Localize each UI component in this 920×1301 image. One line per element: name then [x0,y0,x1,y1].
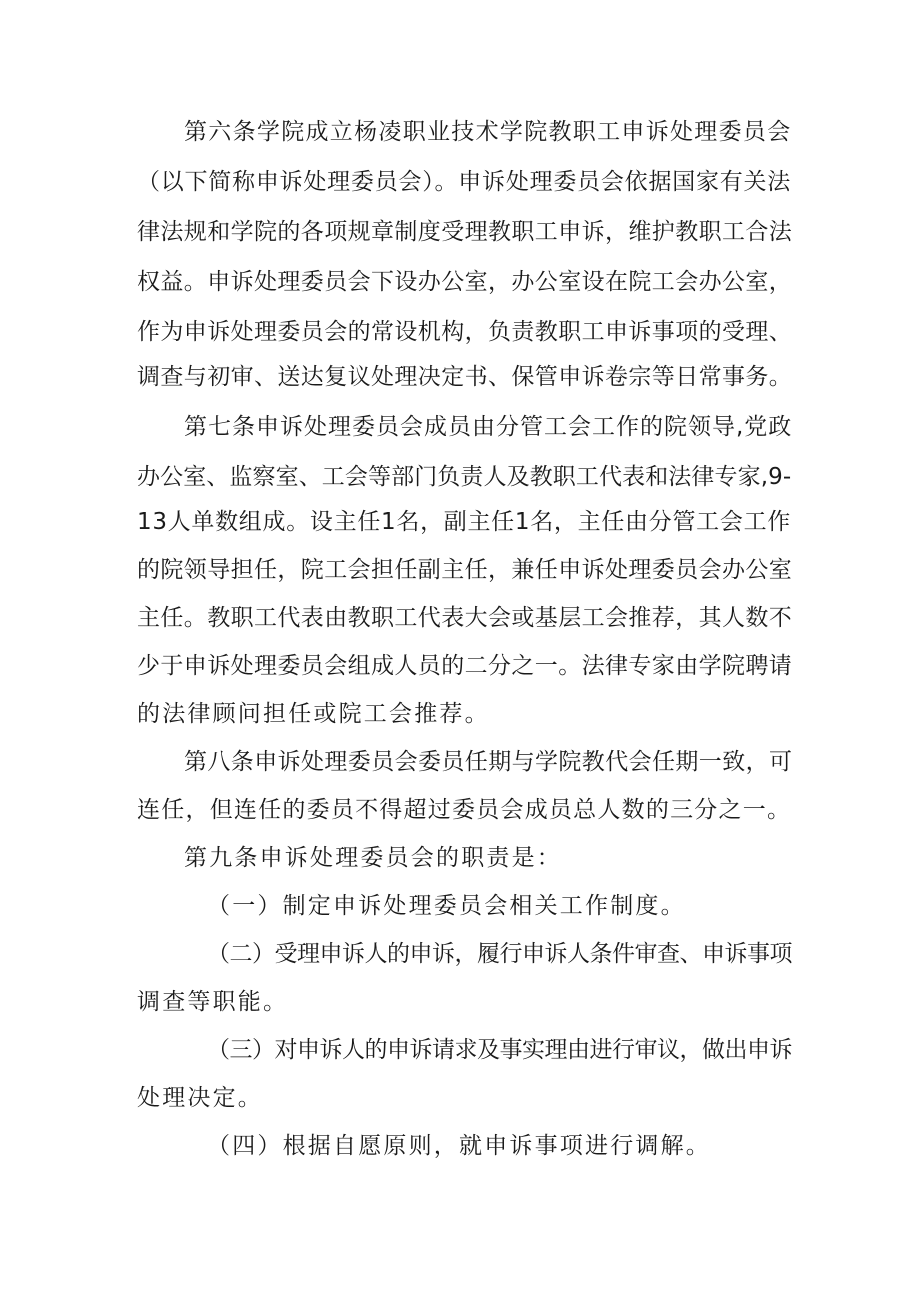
article-7-line-4: 的院领导担任，院工会担任副主任，兼任申诉处理委员会办公室 [137,557,793,583]
article-8-line-1: 第八条申诉处理委员会委员任期与学院教代会任期一致，可 [184,749,793,775]
article-7-line-6: 少于申诉处理委员会组成人员的二分之一。法律专家由学院聘请 [137,653,793,679]
article-6-line-4: 权益。申诉处理委员会下设办公室，办公室设在院工会办公室， [137,269,793,295]
duty-2-line-2: 调查等职能。 [137,989,289,1015]
duty-2-line-1: （二）受理申诉人的申诉，履行申诉人条件审查、申诉事项 [207,941,792,967]
duty-3-line-2: 处理决定。 [137,1085,263,1111]
article-8-line-2: 连任，但连任的委员不得超过委员会成员总人数的三分之一。 [137,797,791,823]
duty-3-line-1: （三）对申诉人的申诉请求及事实理由进行审议，做出申诉 [207,1037,792,1063]
article-6-line-6: 调查与初审、送达复议处理决定书、保管申诉卷宗等日常事务。 [137,364,793,390]
article-7-line-1: 第七条申诉处理委员会成员由分管工会工作的院领导,党政 [184,414,793,440]
duty-1-line-1: （一）制定申诉处理委员会相关工作制度。 [207,893,686,919]
article-6-line-2: （以下简称申诉处理委员会）。申诉处理委员会依据国家有关法 [137,169,791,195]
article-7-line-2: 办公室、监察室、工会等部门负责人及教职工代表和法律专家,9- [137,464,792,490]
article-9-line-1: 第九条申诉处理委员会的职责是： [184,845,562,871]
article-7-line-3: 13人单数组成。设主任1名，副主任1名，主任由分管工会工作 [137,509,791,535]
article-6-line-1: 第六条学院成立杨凌职业技术学院教职工申诉处理委员会 [184,119,792,145]
duty-4-line-1: （四）根据自愿原则，就申诉事项进行调解。 [207,1133,711,1159]
article-6-line-3: 律法规和学院的各项规章制度受理教职工申诉，维护教职工合法 [137,219,793,245]
article-7-line-5: 主任。教职工代表由教职工代表大会或基层工会推荐，其人数不 [137,605,793,631]
article-6-line-5: 作为申诉处理委员会的常设机构，负责教职工申诉事项的受理、 [137,319,793,345]
article-7-line-7: 的法律顾问担任或院工会推荐。 [137,701,490,727]
